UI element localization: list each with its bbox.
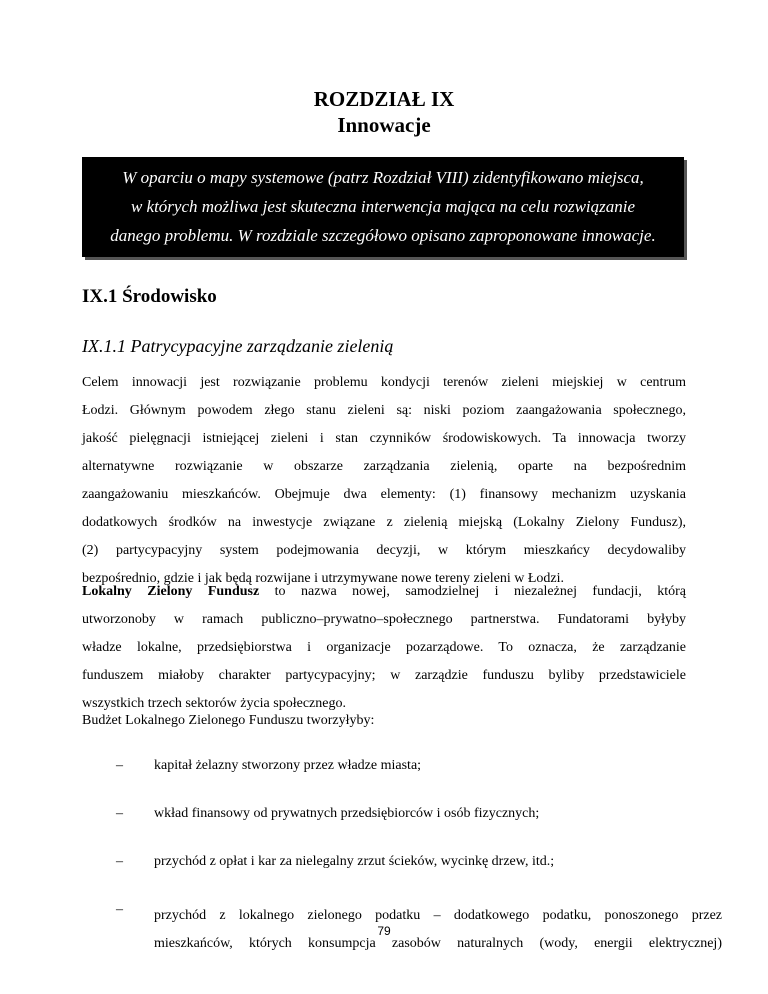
chapter-name: Innowacje	[337, 113, 431, 137]
dash-bullet: –	[116, 806, 123, 821]
chapter-number: ROZDZIAŁ IX	[313, 87, 455, 111]
text-line: przychód z lokalnego zielonego podatku – dodatkowego podatku, ponoszonego przez	[154, 908, 722, 923]
dash-bullet: –	[116, 854, 123, 869]
text-line: funduszem miałoby charakter partycypacyjny; w zarządzie funduszu byliby przedstawiciele	[82, 668, 686, 683]
list-item-text: przychód z opłat i kar za nielegalny zrzut ścieków, wycinkę drzew, itd.;	[154, 854, 555, 869]
green-fund-term: Lokalny Zielony Fundusz	[82, 584, 260, 599]
page-number: 79	[377, 924, 391, 938]
text-line	[82, 578, 686, 606]
subsection-heading: IX.1.1 Patrycypacyjne zarządzanie zielenią	[82, 336, 394, 356]
text-fragment: to nazwa nowej, samodzielnej i niezależnej fundacji, którą	[259, 584, 686, 599]
section-heading: IX.1 Środowisko	[82, 286, 217, 307]
list-item	[82, 758, 722, 774]
paragraph-budget-intro	[82, 707, 686, 735]
intro-line: W oparciu o mapy systemowe (patrz Rozdział VIII) zidentyfikowano miejsca,	[122, 168, 644, 187]
text-line: jakość pielęgnacji istniejącej zieleni i stan czynników środowiskowych. Ta innowacja tworzy	[82, 431, 686, 446]
dash-bullet: –	[116, 902, 123, 917]
text-line: alternatywne rozwiązanie w obszarze zarządzania zielenią, oparte na bezpośrednim	[82, 459, 686, 474]
text-line: dodatkowych środków na inwestycje związane z zielenią miejską (Lokalny Zielony Fundusz),	[82, 515, 686, 530]
text-line: Celem innowacji jest rozwiązanie problemu kondycji terenów zieleni miejskiej w centrum	[82, 375, 686, 390]
list-item	[82, 854, 722, 870]
text-line: zaangażowaniu mieszkańców. Obejmuje dwa elementy: (1) finansowy mechanizm uzyskania	[82, 487, 686, 502]
list-item-text: kapitał żelazny stworzony przez władze miasta;	[154, 758, 422, 773]
intro-line: w których możliwa jest skuteczna interwencja mająca na celu rozwiązanie	[130, 197, 636, 216]
text-line: wszystkich trzech sektorów życia społecznego.	[82, 696, 346, 711]
text-line: władze lokalne, przedsiębiorstwa i organizacje pozarządowe. To oznacza, że zarządzanie	[82, 640, 686, 655]
text-line: Łodzi. Głównym powodem złego stanu zieleni są: niski poziom zaangażowania społecznego,	[82, 403, 686, 418]
paragraph-innovation-goal	[82, 369, 686, 593]
text-line: mieszkańców, których konsumpcja zasobów naturalnych (wody, energii elektrycznej)	[154, 936, 722, 951]
intro-line: danego problemu. W rozdziale szczegółowo opisano zaproponowane innowacje.	[110, 226, 656, 245]
text-line: Budżet Lokalnego Zielonego Funduszu tworzyłyby:	[82, 713, 375, 728]
dash-bullet: –	[116, 758, 123, 773]
text-line: bezpośrednio, gdzie i jak będą rozwijane i utrzymywane nowe tereny zieleni w Łodzi.	[82, 571, 565, 586]
list-item	[82, 806, 722, 822]
chapter-intro-box	[82, 157, 684, 257]
list-item-text: wkład finansowy od prywatnych przedsiębiorców i osób fizycznych;	[154, 806, 540, 821]
paragraph-green-fund	[82, 578, 686, 718]
text-line: (2) partycypacyjny system podejmowania decyzji, w którym mieszkańcy decydowaliby	[82, 543, 686, 558]
text-line: utworzonoby w ramach publiczno–prywatno–społecznego partnerstwa. Fundatorami byłyby	[82, 612, 686, 627]
chapter-title	[0, 86, 768, 138]
